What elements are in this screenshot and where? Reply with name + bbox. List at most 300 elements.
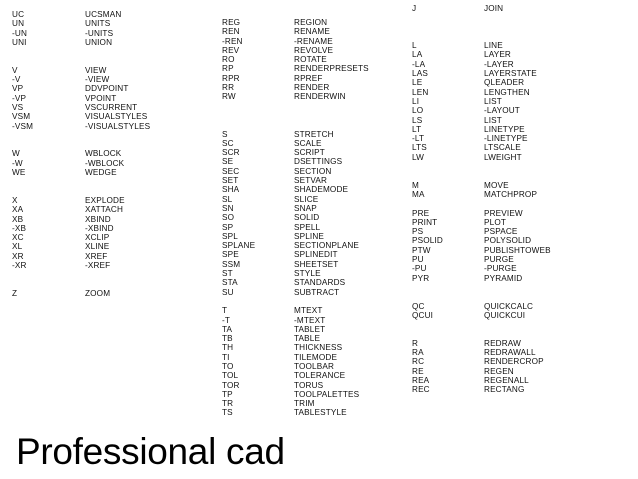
command-alias: VSM <box>12 112 31 122</box>
command-name: RENDERWIN <box>294 92 346 102</box>
command-row <box>222 381 369 390</box>
command-row <box>12 103 150 112</box>
command-row <box>222 130 369 139</box>
command-row <box>412 311 551 320</box>
command-name: -LAYER <box>484 59 514 69</box>
command-name: QUICKCUI <box>484 310 526 320</box>
command-name: LIST <box>484 115 502 125</box>
command-row <box>12 233 150 242</box>
command-alias <box>412 320 484 329</box>
command-row <box>12 159 150 168</box>
command-name: SNAP <box>294 203 317 213</box>
command-name: THICKNESS <box>294 343 343 353</box>
command-name: UNITS <box>85 19 111 29</box>
command-name: RENDER <box>294 83 330 93</box>
command-alias: MA <box>412 189 425 199</box>
command-alias: -VSM <box>12 121 34 131</box>
command-name: XREF <box>85 251 108 261</box>
command-alias: -XB <box>12 223 27 233</box>
command-name: TOOLBAR <box>294 361 335 371</box>
command-name: -PURGE <box>484 264 517 274</box>
command-row <box>222 139 369 148</box>
command-alias <box>412 329 484 338</box>
command-alias: XR <box>12 251 24 261</box>
command-name: SETVAR <box>294 176 328 186</box>
command-name: SPLINE <box>294 231 325 241</box>
command-row <box>222 176 369 185</box>
command-alias <box>412 162 484 171</box>
command-row <box>412 116 551 125</box>
command-row <box>412 153 551 162</box>
command-name: -VIEW <box>85 75 110 85</box>
command-name: -XBIND <box>85 223 114 233</box>
column-1 <box>12 10 150 298</box>
command-alias <box>222 120 294 129</box>
command-row <box>412 367 551 376</box>
command-alias <box>12 47 85 56</box>
command-row <box>412 78 551 87</box>
command-name: WEDGE <box>85 168 117 178</box>
command-row <box>12 29 150 38</box>
command-alias: SN <box>222 203 234 213</box>
command-name: LINE <box>484 41 503 51</box>
command-row <box>222 83 369 92</box>
command-alias <box>12 56 85 65</box>
command-name: RENDERPRESETS <box>294 64 369 74</box>
command-name: MATCHPROP <box>484 189 538 199</box>
command-alias <box>222 111 294 120</box>
command-row <box>412 106 551 115</box>
command-name: -LAYOUT <box>484 106 520 116</box>
command-name: JOIN <box>484 4 504 13</box>
command-alias <box>412 292 484 301</box>
command-row <box>412 357 551 366</box>
command-row <box>12 252 150 261</box>
command-row <box>412 41 551 50</box>
command-row <box>222 260 369 269</box>
command-row <box>12 75 150 84</box>
command-row <box>412 162 551 171</box>
command-row <box>12 84 150 93</box>
command-row <box>412 227 551 236</box>
command-alias: -VP <box>12 93 27 103</box>
command-row <box>222 232 369 241</box>
command-alias: TB <box>222 334 233 344</box>
command-alias: V <box>12 65 18 75</box>
command-row <box>222 390 369 399</box>
command-name: -UNITS <box>85 28 114 38</box>
command-alias: TP <box>222 389 233 399</box>
command-row <box>222 288 369 297</box>
command-name: TABLE <box>294 334 321 344</box>
command-alias: -XR <box>12 261 27 271</box>
command-row <box>412 376 551 385</box>
command-row <box>222 185 369 194</box>
command-name: XLINE <box>85 242 110 252</box>
command-row <box>412 143 551 152</box>
command-alias: SPL <box>222 231 238 241</box>
command-name: SLICE <box>294 194 319 204</box>
command-alias <box>12 140 85 149</box>
command-row <box>412 264 551 273</box>
command-row <box>412 13 551 22</box>
command-alias: PRINT <box>412 217 438 227</box>
command-alias: LEN <box>412 87 429 97</box>
command-alias: RR <box>222 83 235 93</box>
command-row <box>12 242 150 251</box>
command-alias <box>12 280 85 289</box>
command-row <box>12 47 150 56</box>
command-name: RENAME <box>294 27 330 37</box>
command-name: LTSCALE <box>484 143 521 153</box>
command-row <box>222 269 369 278</box>
command-row <box>412 348 551 357</box>
command-row <box>412 292 551 301</box>
command-alias: REA <box>412 375 430 385</box>
command-alias: S <box>222 129 228 139</box>
command-row <box>222 278 369 287</box>
command-alias: REV <box>222 45 240 55</box>
command-name: LINETYPE <box>484 124 525 134</box>
command-name: STYLE <box>294 269 321 279</box>
command-alias: PRE <box>412 208 430 218</box>
command-row <box>12 205 150 214</box>
command-row <box>12 10 150 19</box>
command-alias: W <box>12 149 20 159</box>
command-name: TOLERANCE <box>294 371 346 381</box>
command-alias: XC <box>12 233 24 243</box>
command-alias: SL <box>222 194 233 204</box>
command-row <box>412 181 551 190</box>
command-name: PURGE <box>484 255 514 265</box>
command-name: LWEIGHT <box>484 152 522 162</box>
command-row <box>12 131 150 140</box>
command-row <box>412 88 551 97</box>
command-name: LENGTHEN <box>484 87 530 97</box>
command-name: TABLET <box>294 324 326 334</box>
command-alias: XB <box>12 214 24 224</box>
command-row <box>222 167 369 176</box>
command-row <box>222 353 369 362</box>
command-name: TORUS <box>294 380 324 390</box>
command-name: QLEADER <box>484 78 525 88</box>
command-alias: RA <box>412 347 424 357</box>
command-name: RECTANG <box>484 385 525 395</box>
command-name: TRIM <box>294 399 315 409</box>
command-name: XBIND <box>85 214 111 224</box>
command-row <box>222 362 369 371</box>
command-alias: Z <box>12 288 18 298</box>
command-row <box>222 306 369 315</box>
command-alias: TH <box>222 343 234 353</box>
command-row <box>222 195 369 204</box>
column-2 <box>222 18 369 418</box>
command-row <box>222 92 369 101</box>
command-alias: TOL <box>222 371 239 381</box>
command-name: SECTION <box>294 166 332 176</box>
command-alias: PYR <box>412 273 430 283</box>
command-row <box>12 168 150 177</box>
command-alias: REG <box>222 18 241 27</box>
command-alias: SHA <box>222 185 240 195</box>
command-row <box>12 122 150 131</box>
command-alias: SET <box>222 176 239 186</box>
command-alias: -LT <box>412 134 425 144</box>
command-row <box>12 280 150 289</box>
command-name: LAYER <box>484 50 511 60</box>
command-alias: LA <box>412 50 423 60</box>
command-alias: J <box>412 4 417 13</box>
command-name: -XREF <box>85 261 111 271</box>
command-alias <box>412 283 484 292</box>
command-alias: LE <box>412 78 423 88</box>
command-row <box>412 218 551 227</box>
command-row <box>222 204 369 213</box>
command-name: MOVE <box>484 180 509 190</box>
command-alias: -PU <box>412 264 427 274</box>
command-name: QUICKCALC <box>484 301 534 311</box>
command-alias: PTW <box>412 245 431 255</box>
command-name: REDRAWALL <box>484 347 536 357</box>
command-name: LIST <box>484 96 502 106</box>
command-row <box>412 50 551 59</box>
footer-title: Professional cad <box>16 431 285 472</box>
command-alias: TI <box>222 352 230 362</box>
command-alias: SPE <box>222 250 239 260</box>
command-alias: -LA <box>412 59 426 69</box>
command-name: -MTEXT <box>294 315 326 325</box>
command-alias: L <box>412 41 417 51</box>
command-alias: SU <box>222 287 234 297</box>
command-name: -VISUALSTYLES <box>85 121 151 131</box>
command-alias: R <box>412 338 419 348</box>
command-row <box>12 224 150 233</box>
command-name: VSCURRENT <box>85 102 138 112</box>
command-row <box>412 320 551 329</box>
command-alias: SE <box>222 157 234 167</box>
command-alias: TA <box>222 324 233 334</box>
command-alias: SSM <box>222 259 241 269</box>
command-alias: -V <box>12 75 21 85</box>
command-name: WBLOCK <box>85 149 122 159</box>
command-alias <box>222 297 294 306</box>
command-alias: STA <box>222 278 238 288</box>
command-alias <box>412 23 484 32</box>
command-row <box>412 125 551 134</box>
command-row <box>12 261 150 270</box>
command-name: UNION <box>85 37 113 47</box>
command-row <box>12 196 150 205</box>
command-name: ROTATE <box>294 55 327 65</box>
command-row <box>12 66 150 75</box>
command-row <box>222 213 369 222</box>
command-alias: SC <box>222 138 234 148</box>
command-row <box>222 27 369 36</box>
command-alias: LI <box>412 96 420 106</box>
command-alias <box>412 199 484 208</box>
command-name: PLOT <box>484 217 506 227</box>
command-row <box>412 255 551 264</box>
command-name: ZOOM <box>85 288 111 298</box>
command-alias: -W <box>12 158 23 168</box>
command-row <box>222 316 369 325</box>
command-alias: UNI <box>12 37 27 47</box>
command-row <box>12 289 150 298</box>
command-row <box>412 274 551 283</box>
command-alias: SEC <box>222 166 240 176</box>
command-alias <box>412 171 484 180</box>
command-row <box>412 385 551 394</box>
command-alias: TOR <box>222 380 240 390</box>
command-row <box>222 120 369 129</box>
command-name: PUBLISHTOWEB <box>484 245 551 255</box>
command-row <box>412 339 551 348</box>
command-row <box>12 140 150 149</box>
command-name: XCLIP <box>85 233 110 243</box>
command-alias: PU <box>412 255 424 265</box>
command-row <box>222 297 369 306</box>
command-row <box>222 157 369 166</box>
command-row <box>412 97 551 106</box>
command-row <box>412 134 551 143</box>
command-alias: VS <box>12 102 24 112</box>
command-row <box>12 177 150 186</box>
command-name: PSPACE <box>484 227 518 237</box>
command-alias: M <box>412 180 419 190</box>
command-name: STRETCH <box>294 129 334 139</box>
command-alias <box>222 102 294 111</box>
command-name: SHADEMODE <box>294 185 349 195</box>
command-row <box>222 37 369 46</box>
command-name: RENDERCROP <box>484 357 544 367</box>
command-row <box>12 112 150 121</box>
command-name: REGENALL <box>484 375 529 385</box>
command-row <box>412 199 551 208</box>
command-alias: LO <box>412 106 424 116</box>
command-row <box>222 64 369 73</box>
command-alias: SPLANE <box>222 241 256 251</box>
command-alias: X <box>12 195 18 205</box>
command-alias: REN <box>222 27 240 37</box>
command-row <box>412 236 551 245</box>
command-alias: SCR <box>222 148 240 158</box>
command-name: LAYERSTATE <box>484 69 537 79</box>
command-name: PYRAMID <box>484 273 523 283</box>
command-name: SHEETSET <box>294 259 339 269</box>
command-row <box>412 283 551 292</box>
command-name: VISUALSTYLES <box>85 112 148 122</box>
command-row <box>12 215 150 224</box>
command-alias: T <box>222 306 228 316</box>
command-alias: RPR <box>222 73 240 83</box>
command-name: VPOINT <box>85 93 117 103</box>
command-row <box>222 334 369 343</box>
command-alias: QCUI <box>412 310 434 320</box>
command-name: PREVIEW <box>484 208 523 218</box>
command-alias: XL <box>12 242 23 252</box>
command-name: SOLID <box>294 213 320 223</box>
command-name: POLYSOLID <box>484 236 532 246</box>
command-name: SCRIPT <box>294 148 325 158</box>
command-name: TILEMODE <box>294 352 338 362</box>
command-alias: -T <box>222 315 231 325</box>
command-name: DDVPOINT <box>85 84 129 94</box>
command-name: -RENAME <box>294 36 333 46</box>
command-name: SPLINEDIT <box>294 250 338 260</box>
command-name: VIEW <box>85 65 107 75</box>
command-name: RPREF <box>294 73 323 83</box>
command-alias <box>412 32 484 41</box>
command-name: UCSMAN <box>85 10 122 19</box>
command-alias: PSOLID <box>412 236 443 246</box>
command-alias: -UN <box>12 28 28 38</box>
command-name: -WBLOCK <box>85 158 125 168</box>
command-row <box>412 23 551 32</box>
command-alias: RE <box>412 366 424 376</box>
command-name: SUBTRACT <box>294 287 340 297</box>
command-row <box>412 246 551 255</box>
command-alias: QC <box>412 301 425 311</box>
command-row <box>12 19 150 28</box>
command-name: SCALE <box>294 138 322 148</box>
command-row <box>222 250 369 259</box>
command-row <box>12 56 150 65</box>
command-alias: LS <box>412 115 423 125</box>
command-row <box>12 270 150 279</box>
command-row <box>222 343 369 352</box>
command-row <box>222 148 369 157</box>
command-name: REVOLVE <box>294 45 334 55</box>
command-alias: SO <box>222 213 235 223</box>
command-alias <box>12 270 85 279</box>
command-row <box>412 32 551 41</box>
command-name: EXPLODE <box>85 195 125 205</box>
command-row <box>222 74 369 83</box>
command-row <box>412 171 551 180</box>
command-row <box>222 102 369 111</box>
command-alias: RP <box>222 64 234 74</box>
command-row <box>222 408 369 417</box>
command-row <box>222 241 369 250</box>
command-name: XATTACH <box>85 205 124 215</box>
command-alias: LT <box>412 124 422 134</box>
command-alias: XA <box>12 205 24 215</box>
command-alias: VP <box>12 84 24 94</box>
column-3 <box>412 4 551 394</box>
command-name: REDRAW <box>484 338 521 348</box>
command-alias <box>12 187 85 196</box>
command-alias: PS <box>412 227 424 237</box>
command-row <box>222 55 369 64</box>
command-row <box>12 38 150 47</box>
command-name: SECTIONPLANE <box>294 241 360 251</box>
command-row <box>222 111 369 120</box>
command-row <box>12 187 150 196</box>
command-row <box>222 223 369 232</box>
command-alias: SP <box>222 222 234 232</box>
command-alias: LW <box>412 152 424 162</box>
command-row <box>412 60 551 69</box>
command-row <box>412 302 551 311</box>
command-alias: UN <box>12 19 25 29</box>
command-row <box>222 371 369 380</box>
command-row <box>412 209 551 218</box>
command-row <box>412 4 551 13</box>
command-alias: WE <box>12 168 26 178</box>
command-name: DSETTINGS <box>294 157 343 167</box>
command-row <box>222 18 369 27</box>
command-alias: TO <box>222 361 234 371</box>
